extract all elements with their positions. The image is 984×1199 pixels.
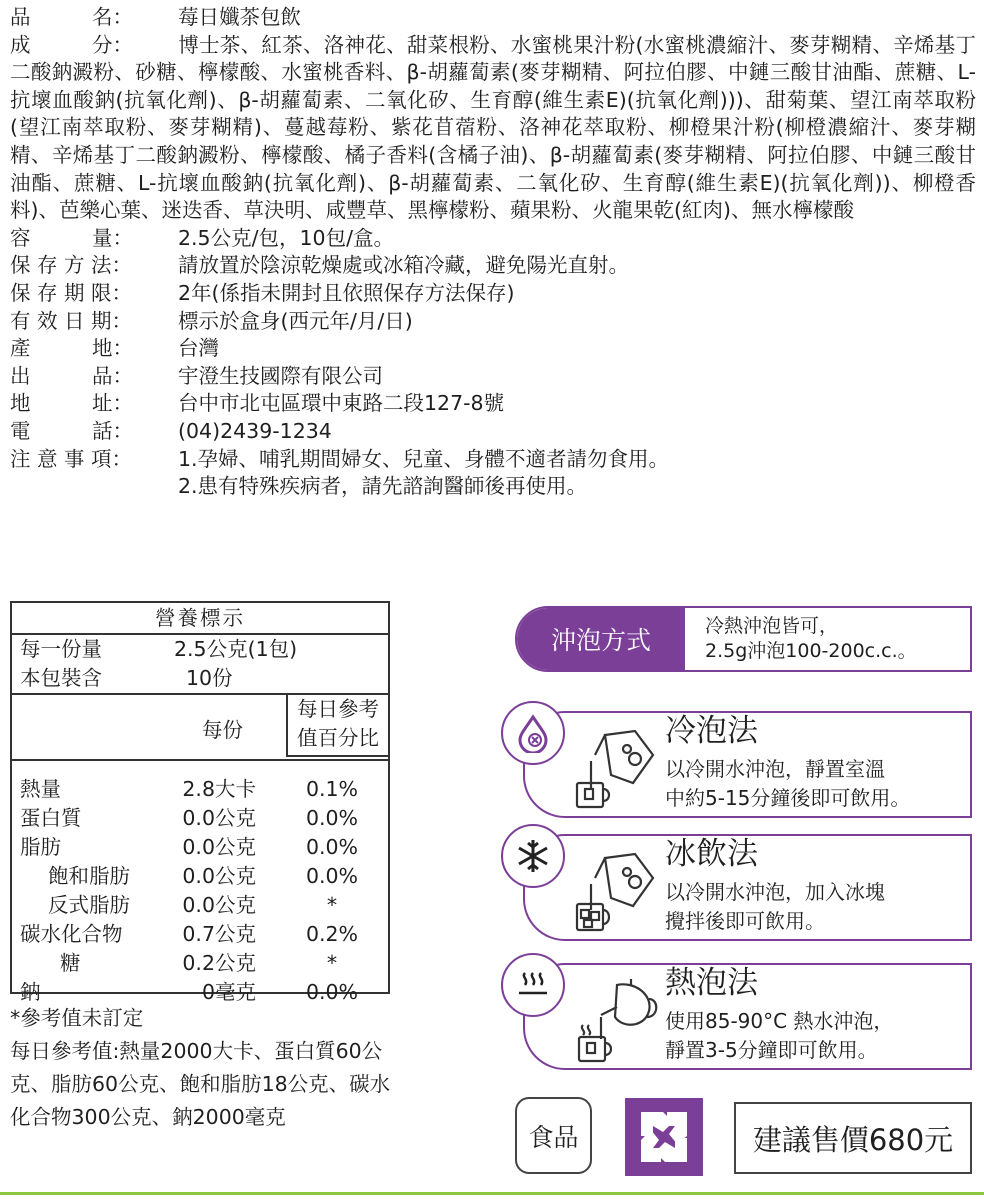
expiry-value: 標示於盒身(西元年/月/日) <box>178 308 413 333</box>
method-line-1: 使用85-90°C 熱水沖泡， <box>665 1009 894 1033</box>
method-line-2: 中約5-15分鐘後即可飲用。 <box>665 786 911 810</box>
origin-label: 產 地： <box>10 336 133 361</box>
nutrient-pct: 0.0% <box>305 835 359 859</box>
dv-label-2: 值百分比 <box>297 726 379 750</box>
nutrient-amount: 0毫克 <box>201 980 256 1004</box>
nutrient-name: 熱量 <box>20 777 61 801</box>
serving-value: 2.5公克(1包) <box>174 637 298 661</box>
method-line-1: 以冷開水沖泡，靜置室溫 <box>665 757 885 781</box>
nutrient-pct: 0.0% <box>305 864 359 888</box>
nutrition-header <box>12 695 388 761</box>
phone-value: (04)2439-1234 <box>178 418 332 443</box>
address-value: 台中市北屯區環中東路二段127-8號 <box>178 391 505 416</box>
name-label: 品 名： <box>10 5 133 29</box>
method-description <box>665 1007 893 1065</box>
nutrition-row <box>12 920 388 949</box>
cold-brew-kettle-icon <box>565 725 661 815</box>
cold-drop-icon <box>501 701 565 765</box>
nutrient-pct: 0.2% <box>305 922 359 946</box>
notice-2: 2.患有特殊疾病者，請先諮詢醫師後再使用。 <box>178 474 588 499</box>
nutrition-row <box>12 833 388 862</box>
nutrient-name: 碳水化合物 <box>20 922 123 946</box>
nutrition-row <box>12 775 388 804</box>
method-line-2: 攪拌後即可飲用。 <box>665 909 825 933</box>
method-title: 熱泡法 <box>665 965 758 1001</box>
storage-label: 保 存 方 法： <box>10 253 133 278</box>
food-label: 食品 <box>515 1097 592 1174</box>
nutrient-amount: 0.0公克 <box>182 864 256 888</box>
nutrient-amount: 2.8大卡 <box>182 777 256 801</box>
nutrient-name: 糖 <box>60 951 81 975</box>
nutrient-name: 脂肪 <box>20 835 61 859</box>
recycle-icon <box>623 1096 705 1182</box>
product-info <box>10 4 976 501</box>
brew-line-1: 冷熱沖泡皆可， <box>705 615 839 637</box>
brew-instructions <box>515 606 972 672</box>
suggested-price: 建議售價680元 <box>734 1102 972 1174</box>
notice-label: 注 意 事 項： <box>10 446 133 471</box>
dv-label-1: 每日參考 <box>297 697 379 721</box>
notice-1: 1.孕婦、哺乳期間婦女、兒童、身體不適者請勿食用。 <box>178 446 670 471</box>
method-hot <box>515 963 972 1070</box>
method-line-1: 以冷開水沖泡，加入冰塊 <box>665 880 885 904</box>
daily-value-header <box>286 695 388 757</box>
iced-brew-kettle-icon <box>565 848 661 938</box>
capacity-label: 容 量： <box>10 225 133 250</box>
steam-icon <box>501 953 565 1017</box>
nutrient-amount: 0.2公克 <box>182 951 256 975</box>
nutrient-amount: 0.0公克 <box>182 806 256 830</box>
nutrient-amount: 0.0公克 <box>182 835 256 859</box>
nutrition-row <box>12 949 388 978</box>
method-ice <box>515 834 972 941</box>
serving-label: 每一份量 <box>20 637 102 661</box>
name-value: 莓日孅茶包飲 <box>178 5 301 29</box>
method-title: 冰飲法 <box>665 836 758 872</box>
per-serving-label: 每份 <box>202 718 243 742</box>
ingredients-label: 成 分： <box>10 32 133 57</box>
nutrition-row <box>12 804 388 833</box>
ingredients <box>10 32 976 225</box>
brew-description <box>705 614 917 664</box>
method-description <box>665 878 885 936</box>
nutrient-name: 鈉 <box>20 980 41 1004</box>
nutrient-name: 飽和脂肪 <box>48 864 130 888</box>
expiry-label: 有 效 日 期： <box>10 308 133 333</box>
method-line-2: 靜置3-5分鐘即可飲用。 <box>665 1038 878 1062</box>
maker-label: 出 品： <box>10 363 133 388</box>
nutrient-pct: 0.0% <box>305 980 359 1004</box>
nutrient-name: 蛋白質 <box>20 806 82 830</box>
nutrition-table <box>10 601 390 1004</box>
count-value: 10份 <box>186 666 233 690</box>
hot-brew-teapot-icon <box>565 977 665 1071</box>
nutrition-title: 營養標示 <box>12 603 388 635</box>
method-description <box>665 755 910 813</box>
nutrient-amount: 0.7公克 <box>182 922 256 946</box>
phone-label: 電 話： <box>10 418 133 443</box>
nutrient-pct: 0.1% <box>305 777 359 801</box>
brew-line-2: 2.5g沖泡100-200c.c.。 <box>705 640 917 662</box>
daily-reference: 每日參考值:熱量2000大卡、蛋白質60公克、脂肪60公克、飽和脂肪18公克、碳水化合物300公克、鈉2000毫克 <box>10 1039 391 1129</box>
bottom-divider <box>0 1192 984 1195</box>
nutrient-amount: 0.0公克 <box>182 893 256 917</box>
nutrition-row <box>12 891 388 920</box>
method-cold <box>515 711 972 818</box>
nutrient-pct: 0.0% <box>305 806 359 830</box>
nutrition-row <box>12 862 388 891</box>
ingredients-value: 博士茶、紅茶、洛神花、甜菜根粉、水蜜桃果汁粉(水蜜桃濃縮汁、麥芽糊精、辛烯基丁二酸鈉澱粉、砂糖、檸檬酸、水蜜桃香料、β-胡蘿蔔素(麥芽糊精、阿拉伯膠、中鏈三酸甘油酯、蔗糖、L-抗壞血酸鈉(抗氧化劑)、β-胡蘿蔔素、二氧化矽、生育醇(維生素E)(抗氧化劑)))、甜菊葉、望江南萃取粉(望江南萃取粉、麥芽糊精)、蔓越莓粉、紫花苜蓿粉、洛神花萃取粉、柳橙果汁粉(柳橙濃縮汁、麥芽糊精、辛烯基丁二酸鈉澱粉、檸檬酸、橘子香料(含橘子油)、β-胡蘿蔔素(麥芽糊精、阿拉伯膠、中鏈三酸甘油酯、蔗糖、L-抗壞血酸鈉(抗氧化劑)、β-胡蘿蔔素、二氧化矽、生育醇(維生素E)(抗氧化劑))、柳橙香料)、芭樂心葉、迷迭香、草決明、咸豐草、黑檸檬粉、蘋果粉、火龍果乾(紅肉)、無水檸檬酸 <box>10 32 976 223</box>
shelf-life-label: 保 存 期 限： <box>10 280 133 305</box>
storage-value: 請放置於陰涼乾燥處或冰箱冷藏，避免陽光直射。 <box>178 253 629 278</box>
method-title: 冷泡法 <box>665 713 758 749</box>
nutrition-footnote: *參考值未訂定 <box>10 1006 144 1030</box>
nutrient-pct: * <box>326 893 338 917</box>
origin-value: 台灣 <box>178 336 219 361</box>
count-label: 本包裝含 <box>20 666 102 690</box>
maker-value: 宇澄生技國際有限公司 <box>178 363 383 388</box>
nutrient-pct: * <box>326 951 338 975</box>
nutrient-name: 反式脂肪 <box>48 893 130 917</box>
nutrition-rows <box>12 761 388 1007</box>
serving-info <box>12 635 388 695</box>
brew-label: 沖泡方式 <box>517 608 685 670</box>
capacity-value: 2.5公克/包，10包/盒。 <box>178 225 395 250</box>
nutrition-notes <box>10 1002 400 1134</box>
address-label: 地 址： <box>10 391 133 416</box>
snowflake-icon <box>501 824 565 888</box>
shelf-life-value: 2年(係指未開封且依照保存方法保存) <box>178 280 515 305</box>
